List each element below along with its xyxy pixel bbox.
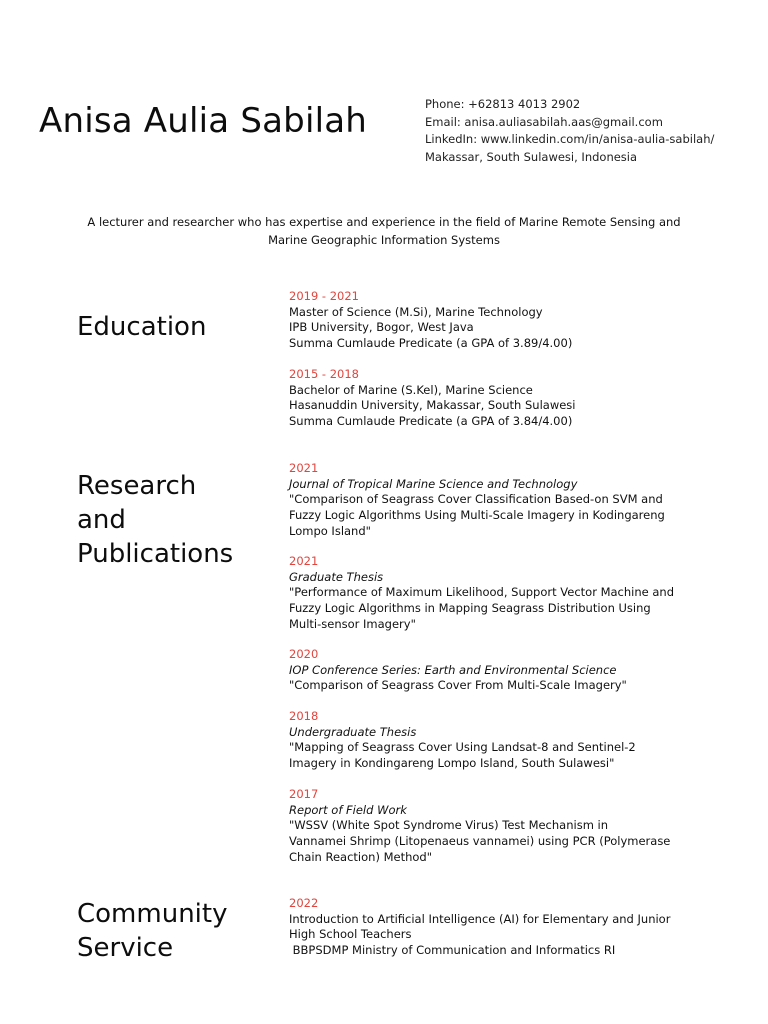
publication-entry <box>289 647 709 694</box>
entry-title-line: Fuzzy Logic Algorithms in Mapping Seagrass Distribution Using <box>289 601 651 616</box>
entry-year: 2021 <box>289 461 319 475</box>
entry-title-line: "Comparison of Seagrass Cover Classification Based-on SVM and <box>289 492 663 507</box>
publication-entry <box>289 461 709 540</box>
education-entry <box>289 367 709 430</box>
entry-title-line: Fuzzy Logic Algorithms Using Multi-Scale Imagery in Kodingareng <box>289 508 665 523</box>
section-title-text: Education <box>77 312 207 342</box>
entry-title-line: "Comparison of Seagrass Cover From Multi-Scale Imagery" <box>289 678 627 693</box>
entry-note: Summa Cumlaude Predicate (a GPA of 3.84/4.00) <box>289 414 573 429</box>
profile-summary <box>60 213 708 249</box>
entry-year: 2020 <box>289 647 319 661</box>
section-title-line: and <box>77 505 126 535</box>
entry-year: 2021 <box>289 554 319 568</box>
community-entry <box>289 896 709 959</box>
section-title-line: Community <box>77 899 228 929</box>
entry-venue: Graduate Thesis <box>289 569 384 584</box>
entry-line: BBPSDMP Ministry of Communication and Informatics RI <box>289 943 616 958</box>
summary-line: Marine Geographic Information Systems <box>268 233 500 247</box>
entry-year: 2017 <box>289 787 319 801</box>
entry-line: High School Teachers <box>289 927 412 942</box>
publication-entry <box>289 787 709 866</box>
publication-entry <box>289 554 709 633</box>
entry-title-line: "WSSV (White Spot Syndrome Virus) Test Mechanism in <box>289 818 609 833</box>
entry-title-line: "Performance of Maximum Likelihood, Support Vector Machine and <box>289 585 675 600</box>
entry-year: 2019 - 2021 <box>289 289 359 303</box>
education-entry <box>289 289 709 352</box>
entry-institution: Hasanuddin University, Makassar, South Sulawesi <box>289 398 576 413</box>
entry-title-line: Multi-sensor Imagery" <box>289 616 416 631</box>
contact-block <box>425 96 765 166</box>
section-title-line: Service <box>77 933 174 963</box>
entry-degree: Bachelor of Marine (S.Kel), Marine Science <box>289 382 533 397</box>
research-heading <box>77 469 233 571</box>
entry-venue: IOP Conference Series: Earth and Environmental Science <box>289 662 617 677</box>
entry-title-line: "Mapping of Seagrass Cover Using Landsat-8 and Sentinel-2 <box>289 740 636 755</box>
community-heading <box>77 897 227 965</box>
contact-email: Email: anisa.auliasabilah.aas@gmail.com <box>425 114 663 129</box>
entry-year: 2022 <box>289 896 319 910</box>
entry-title-line: Imagery in Kondingareng Lompo Island, South Sulawesi" <box>289 756 615 771</box>
summary-line: A lecturer and researcher who has expertise and experience in the field of Marine Remote Sensing and <box>87 215 681 229</box>
entry-year: 2015 - 2018 <box>289 367 359 381</box>
entry-title-line: Vannamei Shrimp (Litopenaeus vannamei) using PCR (Polymerase <box>289 834 671 849</box>
entry-venue: Journal of Tropical Marine Science and Technology <box>289 476 578 491</box>
publication-entry <box>289 709 709 772</box>
candidate-name: Anisa Aulia Sabilah <box>39 101 368 141</box>
entry-venue: Report of Field Work <box>289 802 407 817</box>
contact-phone: Phone: +62813 4013 2902 <box>425 97 581 111</box>
entry-degree: Master of Science (M.Si), Marine Technology <box>289 304 543 319</box>
entry-institution: IPB University, Bogor, West Java <box>289 320 474 335</box>
section-title-line: Publications <box>77 539 234 569</box>
contact-linkedin: LinkedIn: www.linkedin.com/in/anisa-aulia-sabilah/ <box>425 132 715 146</box>
entry-year: 2018 <box>289 709 319 723</box>
section-title-line: Research <box>77 471 197 501</box>
entry-venue: Undergraduate Thesis <box>289 724 417 739</box>
contact-location: Makassar, South Sulawesi, Indonesia <box>425 149 638 164</box>
entry-title-line: Lompo Island" <box>289 523 371 538</box>
entry-note: Summa Cumlaude Predicate (a GPA of 3.89/4.00) <box>289 336 573 351</box>
entry-title-line: Chain Reaction) Method" <box>289 849 433 864</box>
entry-line: Introduction to Artificial Intelligence (AI) for Elementary and Junior <box>289 911 671 926</box>
education-heading <box>77 310 206 344</box>
